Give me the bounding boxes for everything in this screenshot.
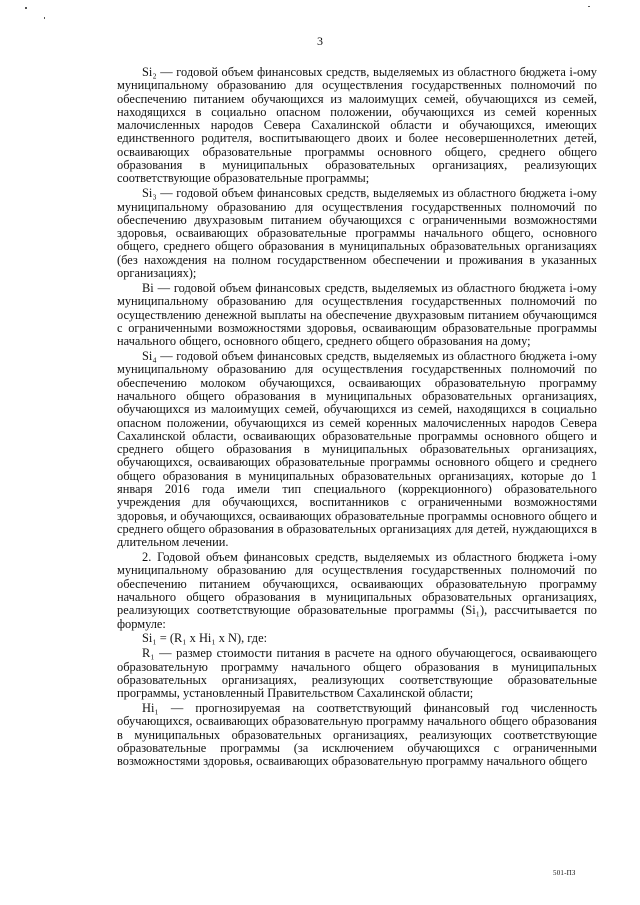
paragraph-si4: Si₄ — годовой объем финансовых средств, выделяемых из областного бюджета i-ому муниципальному образованию для осуществления государственных полномочий по обеспечению молоком обучающихся, осваивающих образовательную программу начального общего образования в муниципальных образовательных организациях, обучающихся из малоимущих семей, обучающихся из семей, находящихся в социально опасном положении, обучающихся из семей коренных малочисленных народов Севера Сахалинской области, осваивающих образовательные программы основного общего и среднего общего образования в муниципальных образовательных организациях, обучающихся, осваивающих образовательные программы основного общего и среднего общего образования в муниципальных образовательных организациях, которые до 1 января 2016 года имели тип специального (коррекционного) образовательного учреждения для обучающихся, воспитанников с ограниченными возможностями здоровья, и обучающихся, осваивающих образовательные программы основного общего и среднего общего образования в образовательных организациях для детей, нуждающихся в длительном лечении. — [117, 349, 597, 550]
paragraph-hi1: Hi₁ — прогнозируемая на соответствующий финансовый год численность обучающихся, осваивающих образовательную программу начального общего образования в муниципальных образовательных организациях, реализующих соответствующие образовательные программы (за исключением обучающихся с ограниченными возможностями здоровья, осваивающих образовательную программу начального общего — [117, 701, 597, 769]
body-text — [117, 66, 597, 770]
paragraph-bi: Вi — годовой объем финансовых средств, выделяемых из областного бюджета i-ому муниципальному образованию для осуществления государственных полномочий по осуществлению денежной выплаты на обеспечение двухразовым питанием обучающимся с ограниченными возможностями здоровья, осваивающим образовательные программы начального общего, основного общего, среднего общего образования на дому; — [117, 280, 597, 349]
scan-speck — [25, 7, 27, 9]
document-code: 501-ПЗ — [553, 869, 576, 877]
scan-speck — [588, 6, 590, 7]
paragraph-si3: Si₃ — годовой объем финансовых средств, выделяемых из областного бюджета i-ому муниципальному образованию для осуществления государственных полномочий по обеспечению двухразовым питанием обучающихся с ограниченными возможностями здоровья, осваивающих образовательные программы начального общего, основного общего, среднего общего образования в муниципальных образовательных организациях (без нахождения на полном государственном обеспечении и проживания в указанных организациях); — [117, 186, 597, 281]
scan-speck — [44, 17, 45, 19]
page-number: 3 — [317, 34, 323, 48]
paragraph-section-2: 2. Годовой объем финансовых средств, выделяемых из областного бюджета i-ому муниципальному образованию для осуществления государственных полномочий по обеспечению питанием обучающихся, осваивающих образовательную программу начального общего образования в муниципальных образовательных организациях, реализующих соответствующие образовательные программы (Si₁), рассчитывается по формуле: — [117, 550, 597, 631]
paragraph-si2: Si₂ — годовой объем финансовых средств, выделяемых из областного бюджета i-ому муниципальному образованию для осуществления государственных полномочий по обеспечению питанием обучающихся из малоимущих семей, обучающихся из семей, находящихся в социально опасном положении, обучающихся из семей коренных малочисленных народов Севера Сахалинской области и обучающихся, имеющих единственного родителя, воспитывающего двоих и более несовершеннолетних детей, осваивающих образовательные программы основного общего, среднего общего образования в муниципальных образовательных организациях, реализующих соответствующие образовательные программы; — [117, 65, 597, 186]
paragraph-r1: R₁ — размер стоимости питания в расчете на одного обучающегося, осваивающего образовательную программу начального общего образования в муниципальных образовательных организациях, реализующих соответствующие образовательные программы, установленный Правительством Сахалинской области; — [117, 646, 597, 701]
formula-si1: Si₁ = (R₁ x Hi₁ x N), где: — [142, 631, 268, 646]
